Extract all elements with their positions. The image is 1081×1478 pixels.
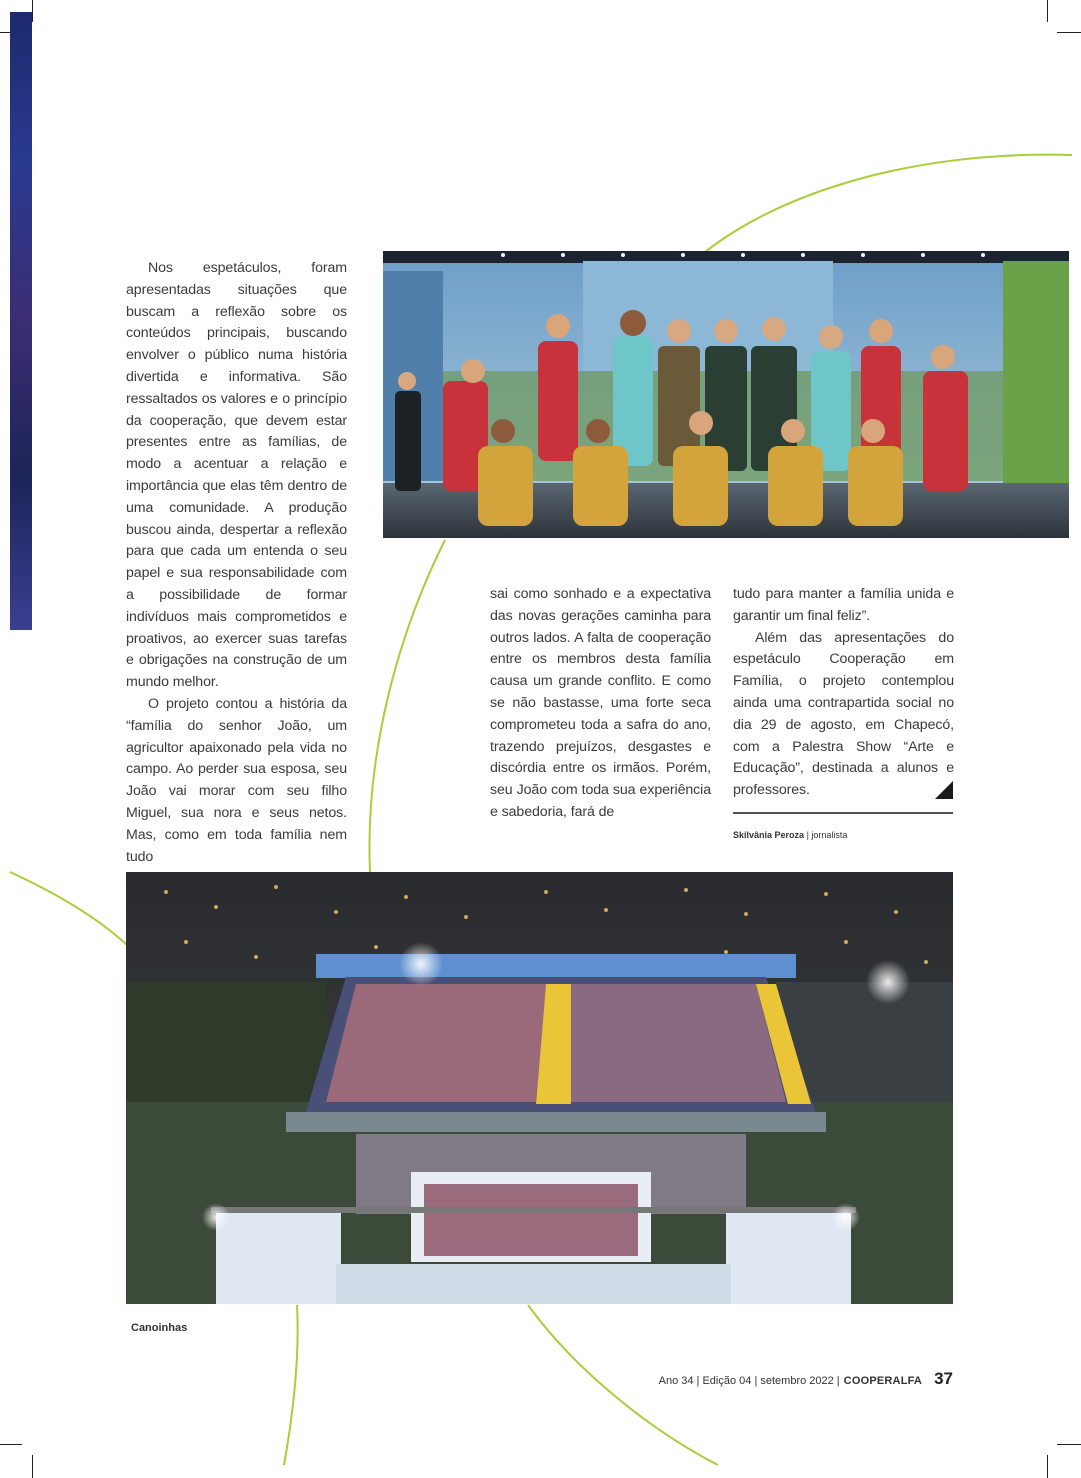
stage-photo — [383, 251, 1069, 538]
article-column-3 — [733, 584, 954, 802]
photo-caption: Canoinhas — [131, 1322, 188, 1334]
aerial-photo-illustration — [126, 872, 953, 1304]
column-2-paragraph-1: sai como sonhado e a expectativa das novas gerações caminha para outros lados. A falta de cooperação entre os membros desta família causa um grande conflito. E como se não bastasse, uma forte seca comprometeu toda a safra do ano, trazendo prejuízos, desgastes e discórdia entre os irmãos. Porém, seu João com toda sua experiência e sabedoria, fará de — [490, 586, 711, 820]
end-of-article-mark — [935, 781, 953, 799]
page-number: 37 — [934, 1369, 953, 1388]
page-footer — [659, 1369, 953, 1389]
aerial-photo — [126, 872, 953, 1304]
footer-issue: Ano 34 | Edição 04 | setembro 2022 | — [658, 1375, 840, 1387]
byline-rule — [733, 812, 953, 814]
stage-photo-illustration — [383, 251, 1069, 538]
byline — [733, 830, 847, 840]
byline-role: | jornalista — [806, 830, 848, 840]
column-3-paragraph-1: tudo para manter a família unida e garantir um final feliz”. — [733, 586, 954, 624]
footer-brand: COOPERALFA — [843, 1375, 923, 1387]
column-1-paragraph-2: O projeto contou a história da “família do senhor João, um agricultor apaixonado pela vida no campo. Ao perder sua esposa, seu João vai morar com seu filho Miguel, sua nora e seus netos. Mas, como em toda família nem tudo — [126, 695, 347, 865]
column-3-paragraph-2: Além das apresentações do espetáculo Cooperação em Família, o projeto contemplou ainda uma contrapartida social no dia 29 de agosto, em Chapecó, com a Palestra Show “Arte e Educação”, destinada a alunos e professores. — [733, 629, 954, 799]
article-column-1 — [126, 258, 347, 868]
stage-banner-text — [723, 359, 724, 360]
byline-author: Skilvânia Peroza — [733, 830, 805, 840]
column-1-paragraph-1: Nos espetáculos, foram apresentadas situações que buscam a reflexão sobre os conteúdos principais, buscando envolver o público numa história divertida e informativa. São ressaltados os valores e o princípio da cooperação, que devem estar presentes entre as famílias, de modo a acentuar a relação e importância que elas têm dentro de uma comunidade. A produção buscou ainda, despertar a reflexão para que cada um entenda o seu papel e sua responsabilidade com a possibilidade de formar indivíduos mais comprometidos e proativos, ao exercer suas tarefas e obrigações na construção de um mundo melhor. — [126, 260, 347, 691]
article-column-2 — [490, 584, 711, 824]
